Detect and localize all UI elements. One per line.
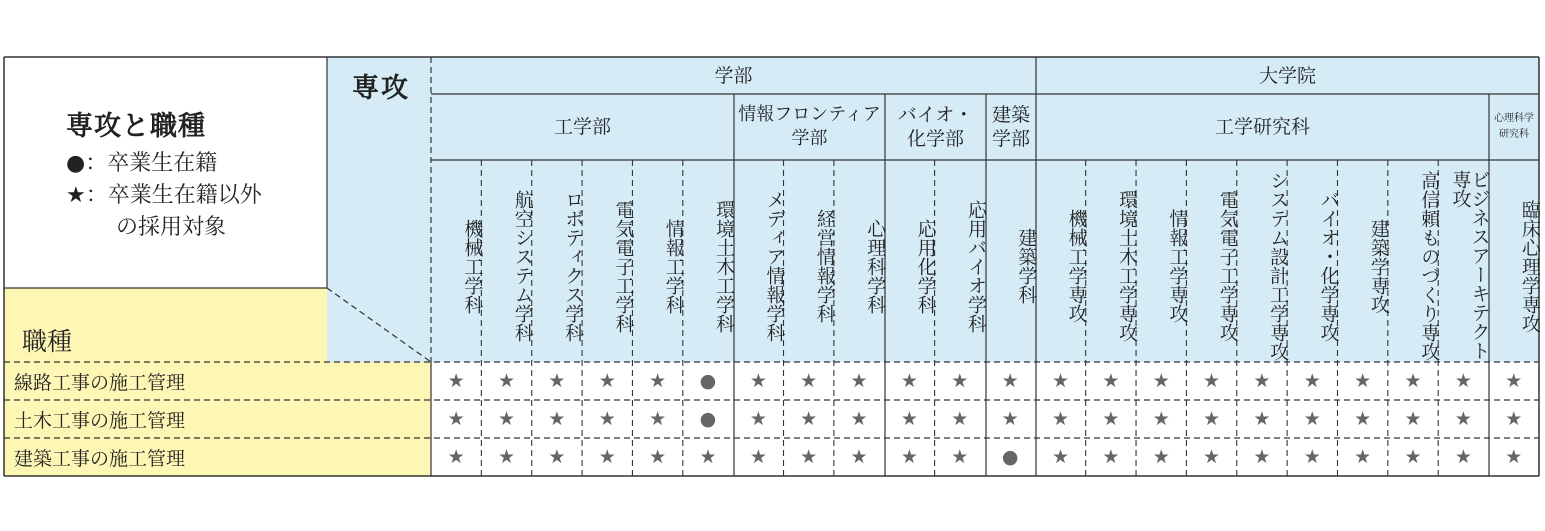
major-header: 機械工学専攻 <box>1065 209 1088 323</box>
star-mark: ★ <box>1253 370 1271 392</box>
star-mark: ★ <box>498 370 516 392</box>
circle-mark: ● <box>1001 446 1019 468</box>
job-row-label: 建築工事の施工管理 <box>14 447 186 470</box>
major-header: 情報工学専攻 <box>1166 209 1189 323</box>
star-mark: ★ <box>1303 446 1321 468</box>
star-mark: ★ <box>850 446 868 468</box>
star-mark: ★ <box>1454 370 1472 392</box>
major-header: 電気電子工学専攻 <box>1216 190 1239 342</box>
star-mark: ★ <box>548 370 566 392</box>
major-header: バイオ・化学専攻 <box>1317 190 1340 342</box>
star-mark: ★ <box>598 446 616 468</box>
group-header-grad: 大学院 <box>1258 64 1316 87</box>
star-mark: ★ <box>800 408 818 430</box>
star-mark: ★ <box>1152 370 1170 392</box>
star-mark: ★ <box>951 408 969 430</box>
star-mark: ★ <box>1303 408 1321 430</box>
star-mark: ★ <box>1505 408 1523 430</box>
major-header: 電気電子工学科 <box>612 199 635 333</box>
major-header: 応用バイオ学科 <box>964 199 987 333</box>
corner-job-label: 職種 <box>22 327 73 356</box>
star-mark: ★ <box>1354 370 1372 392</box>
major-header: 応用化学科 <box>914 218 937 314</box>
dept-header-architecture: 建築 学部 <box>991 104 1030 150</box>
star-mark: ★ <box>900 446 918 468</box>
star-mark: ★ <box>1253 446 1271 468</box>
dept-header-info-frontier: 情報フロンティア 学部 <box>738 104 881 149</box>
star-mark: ★ <box>447 446 465 468</box>
major-header: 建築学科 <box>1015 228 1038 304</box>
star-mark: ★ <box>1454 446 1472 468</box>
star-mark: ★ <box>699 446 717 468</box>
major-header: 心理科学科 <box>864 218 887 314</box>
star-mark: ★ <box>749 446 767 468</box>
major-header: 環境土木工学専攻 <box>1116 190 1139 342</box>
major-header: ロボティクス学科 <box>562 190 585 342</box>
major-header: 臨床心理学専攻 <box>1518 199 1541 333</box>
major-header: 建築学専攻 <box>1367 218 1390 314</box>
star-mark: ★ <box>598 370 616 392</box>
star-mark: ★ <box>1001 408 1019 430</box>
star-mark: ★ <box>1404 370 1422 392</box>
star-mark: ★ <box>850 408 868 430</box>
star-mark: ★ <box>800 446 818 468</box>
dept-header-grad-engineering: 工学研究科 <box>1214 116 1310 138</box>
job-row-label: 線路工事の施工管理 <box>14 371 186 394</box>
star-mark: ★ <box>1102 408 1120 430</box>
star-mark: ★ <box>749 408 767 430</box>
legend-title: 専攻と職種 <box>66 111 206 142</box>
star-mark: ★ <box>1001 370 1019 392</box>
star-mark: ★ <box>1203 370 1221 392</box>
star-mark: ★ <box>649 370 667 392</box>
star-mark: ★ <box>1354 408 1372 430</box>
dashed-gridline <box>327 288 431 362</box>
legend-line-star: ★：卒業生在籍以外 <box>66 183 262 208</box>
star-mark: ★ <box>1051 446 1070 468</box>
star-mark: ★ <box>951 370 969 392</box>
legend-line-star-cont: の採用対象 <box>116 215 227 240</box>
star-mark: ★ <box>1152 446 1170 468</box>
star-mark: ★ <box>1454 408 1472 430</box>
major-header: 環境土木工学科 <box>713 199 736 333</box>
star-mark: ★ <box>1505 370 1523 392</box>
major-header: 航空システム学科 <box>511 190 534 342</box>
major-header: 機械工学科 <box>461 218 484 314</box>
dept-header-psychology-grad: 心理科学 研究科 <box>1494 113 1534 140</box>
star-mark: ★ <box>649 408 667 430</box>
dept-header-bio-chem: バイオ・ 化学部 <box>897 104 974 150</box>
star-mark: ★ <box>749 370 767 392</box>
star-mark: ★ <box>1404 446 1422 468</box>
star-mark: ★ <box>1203 446 1221 468</box>
corner-major-label: 専攻 <box>352 73 410 104</box>
circle-mark: ● <box>699 370 717 392</box>
star-mark: ★ <box>447 408 465 430</box>
star-mark: ★ <box>447 370 465 392</box>
major-header: ビジネスアーキテクト専攻 <box>1449 170 1491 360</box>
major-header: 経営情報学科 <box>813 209 836 323</box>
star-mark: ★ <box>649 446 667 468</box>
star-mark: ★ <box>1203 408 1221 430</box>
major-header: メディア情報学科 <box>763 190 786 342</box>
dept-header-engineering: 工学部 <box>553 116 611 138</box>
star-mark: ★ <box>800 370 818 392</box>
major-header: 高信頼ものづくり専攻 <box>1418 171 1441 361</box>
star-mark: ★ <box>548 408 566 430</box>
star-mark: ★ <box>1102 370 1120 392</box>
star-mark: ★ <box>850 370 868 392</box>
star-mark: ★ <box>1303 370 1321 392</box>
major-header: 情報工学科 <box>662 218 685 314</box>
star-mark: ★ <box>1253 408 1271 430</box>
star-mark: ★ <box>498 408 516 430</box>
star-mark: ★ <box>1354 446 1372 468</box>
star-mark: ★ <box>951 446 969 468</box>
star-mark: ★ <box>900 408 918 430</box>
star-mark: ★ <box>900 370 918 392</box>
star-mark: ★ <box>1404 408 1422 430</box>
star-mark: ★ <box>498 446 516 468</box>
star-mark: ★ <box>1152 408 1170 430</box>
major-header: システム設計工学専攻 <box>1267 171 1290 361</box>
circle-mark: ● <box>699 408 717 430</box>
star-mark: ★ <box>1051 408 1070 430</box>
star-mark: ★ <box>1102 446 1120 468</box>
star-mark: ★ <box>1505 446 1523 468</box>
legend-line-circle: ●：卒業生在籍 <box>66 151 218 176</box>
star-mark: ★ <box>548 446 566 468</box>
job-row-label: 土木工事の施工管理 <box>14 409 186 432</box>
star-mark: ★ <box>1051 370 1070 392</box>
star-mark: ★ <box>598 408 616 430</box>
group-header-undergrad: 学部 <box>714 64 753 87</box>
